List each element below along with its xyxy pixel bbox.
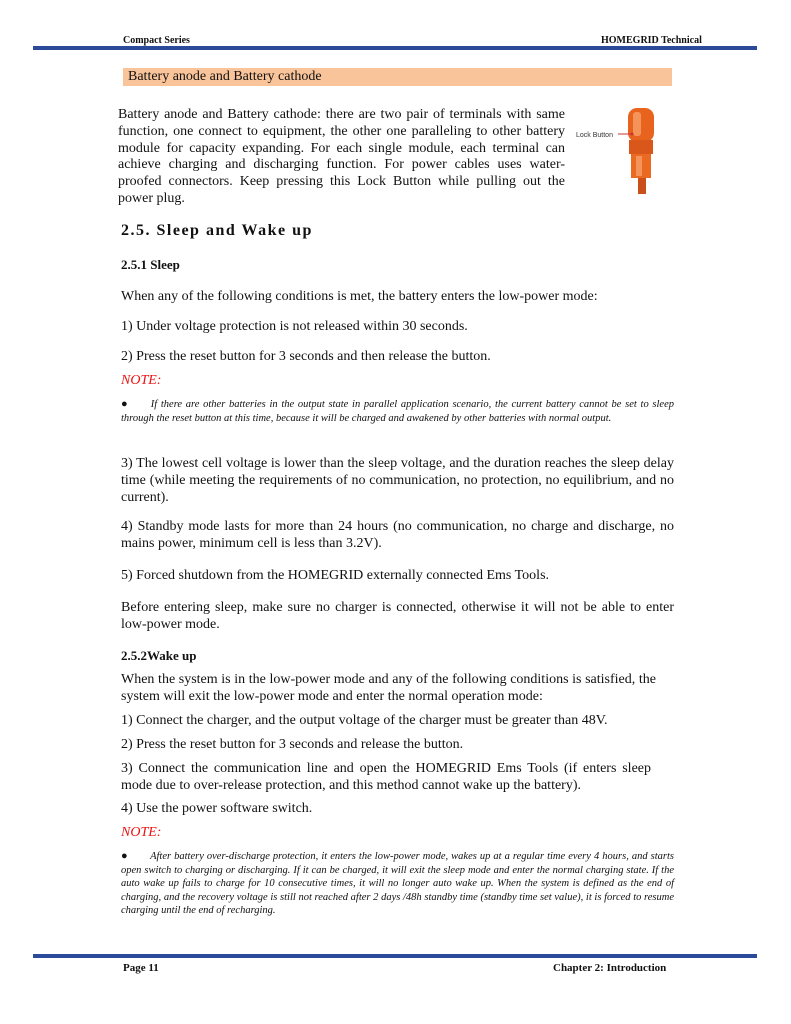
wake-note-label: NOTE: xyxy=(121,825,162,840)
header-rule xyxy=(33,46,757,50)
section-banner: Battery anode and Battery cathode xyxy=(123,68,672,86)
wake-item-2: 2) Press the reset button for 3 seconds and release the button. xyxy=(121,737,464,752)
bullet-icon: ● xyxy=(121,850,129,862)
wake-heading: 2.5.2Wake up xyxy=(121,648,197,663)
sleep-item-1: 1) Under voltage protection is not released within 30 seconds. xyxy=(121,319,468,334)
connector-icon xyxy=(576,106,666,198)
lock-button-figure xyxy=(576,106,666,198)
wake-lead: When the system is in the low-power mode and any of the following conditions is satisfied, the system will exit the low-power mode and enter the normal operation mode: xyxy=(121,672,656,704)
sleep-note xyxy=(121,398,674,425)
wake-note xyxy=(121,850,674,918)
sleep-item-3: 3) The lowest cell voltage is lower than the sleep voltage, and the duration reaches the sleep delay time (while meeting the requirements of no communication, no protection, no equilibrium, and no current). xyxy=(121,456,674,505)
wake-item-4: 4) Use the power software switch. xyxy=(121,801,313,816)
lock-button-label: Lock Button xyxy=(576,132,613,139)
wake-item-3: 3) Connect the communication line and open the HOMEGRID Ems Tools (if enters sleep mode due to over-release protection, and this method cannot wake up the battery). xyxy=(121,761,651,793)
sleep-note-label: NOTE: xyxy=(121,373,162,388)
bullet-icon: ● xyxy=(121,398,129,410)
intro-paragraph: Battery anode and Battery cathode: there are two pair of terminals with same function, one connect to equipment, the other one paralleling to other battery module for capacity expanding. For each single module, each terminal can achieve charging and discharging function. For power cables uses water-proofed connectors. Keep pressing this Lock Button while pulling out the power plug. xyxy=(118,107,565,206)
sleep-lead: When any of the following conditions is met, the battery enters the low-power mode: xyxy=(121,289,598,304)
sleep-note-text: If there are other batteries in the output state in parallel application scenario, the current battery cannot be set to sleep through the reset button at this time, because it will be charged and awakened by other batteries with normal output. xyxy=(121,399,674,424)
sleep-item-4: 4) Standby mode lasts for more than 24 hours (no communication, no charge and discharge, no mains power, minimum cell is less than 3.2V). xyxy=(121,519,674,551)
sleep-closing: Before entering sleep, make sure no charger is connected, otherwise it will not be able to enter low-power mode. xyxy=(121,600,674,632)
footer-chapter: Chapter 2: Introduction xyxy=(553,962,667,974)
wake-item-1: 1) Connect the charger, and the output voltage of the charger must be greater than 48V. xyxy=(121,713,608,728)
section-title: 2.5. Sleep and Wake up xyxy=(121,222,313,239)
header-left: Compact Series xyxy=(123,35,190,46)
footer-rule xyxy=(33,954,757,958)
header-right: HOMEGRID Technical xyxy=(601,35,702,46)
wake-note-text: After battery over-discharge protection, it enters the low-power mode, wakes up at a regular time every 4 hours, and starts open switch to charging or discharging. If it can be charged, it will exit the sleep mode and enter the normal charging state. If the auto wake up fails to charge for 10 consecutive times, it will no longer auto wake up. When the system is defined as the end of charging, and the recovery voltage is still not reached after 2 days /48h standby time (standby time set value), it is forced to resume charging until the end of recharging. xyxy=(121,851,674,916)
sleep-item-2: 2) Press the reset button for 3 seconds and then release the button. xyxy=(121,349,491,364)
sleep-heading: 2.5.1 Sleep xyxy=(121,257,180,272)
footer-page: Page 11 xyxy=(123,962,159,974)
sleep-item-5: 5) Forced shutdown from the HOMEGRID externally connected Ems Tools. xyxy=(121,568,550,583)
